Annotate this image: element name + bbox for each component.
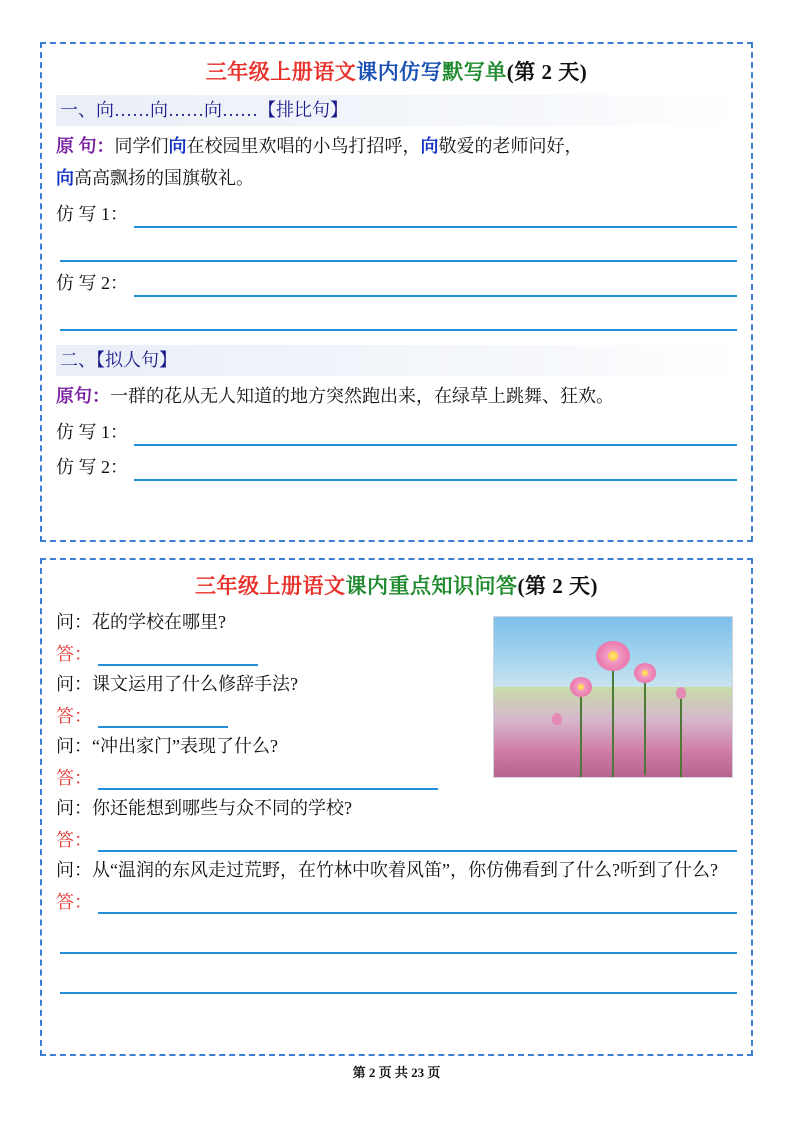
photo-bloom bbox=[570, 677, 592, 697]
photo-bloom bbox=[634, 663, 656, 683]
qa-answer-line-5c[interactable] bbox=[60, 974, 737, 994]
keyword-xiang-3: 向 bbox=[56, 167, 74, 188]
knowledge-qa-panel bbox=[40, 558, 753, 1056]
cosmos-flower-photo bbox=[493, 616, 733, 778]
answer-line-2-2[interactable] bbox=[134, 463, 737, 481]
answer-line-1-2b[interactable] bbox=[60, 311, 737, 331]
answer-label-3: 答： bbox=[56, 768, 92, 789]
section-1-original-sentence bbox=[56, 132, 737, 161]
answer-line-1-2a[interactable] bbox=[134, 279, 737, 297]
photo-stem bbox=[580, 687, 582, 777]
qa-answer-row-1 bbox=[56, 640, 488, 666]
qa-answer-row-5 bbox=[56, 888, 737, 914]
photo-stem bbox=[644, 675, 646, 775]
qa-question-3: 问：“冲出家门”表现了什么? bbox=[56, 736, 278, 757]
panel1-title-part2: 课内仿写 bbox=[356, 60, 443, 84]
panel1-title bbox=[56, 60, 737, 85]
original-label-2: 原句： bbox=[56, 386, 110, 407]
qa-answer-line-1[interactable] bbox=[98, 648, 258, 666]
answer-line-1-1a[interactable] bbox=[134, 210, 737, 228]
page-footer: 第 2 页 共 23 页 bbox=[352, 1065, 441, 1080]
photo-bud bbox=[676, 687, 686, 699]
qa-item-5 bbox=[56, 857, 737, 994]
panel2-title-part3: (第 2 天) bbox=[517, 574, 598, 598]
photo-bud bbox=[552, 713, 562, 725]
answer-label-1: 答： bbox=[56, 644, 92, 665]
qa-answer-row-3 bbox=[56, 764, 488, 790]
section-2-fill-row-2 bbox=[56, 454, 737, 481]
qa-question-5: 问：从“温润的东风走过荒野，在竹林中吹着风笛”，你仿佛看到了什么?听到了什么? bbox=[56, 860, 718, 881]
writing-practice-panel bbox=[40, 42, 753, 542]
section-1-original-sentence-line2 bbox=[56, 164, 737, 193]
qa-answer-line-3[interactable] bbox=[98, 772, 438, 790]
qa-answer-line-5a[interactable] bbox=[98, 896, 737, 914]
qa-question-4: 问：你还能想到哪些与众不同的学校? bbox=[56, 798, 352, 819]
original-text-pre: 同学们 bbox=[114, 136, 169, 157]
panel2-title-part1: 三年级上册语文 bbox=[195, 574, 346, 598]
qa-item-2 bbox=[56, 671, 488, 728]
fill-label-2-2: 仿 写 2： bbox=[56, 457, 128, 478]
section-2-header: 二、【拟人句】 bbox=[56, 345, 737, 376]
panel1-title-part4: (第 2 天) bbox=[506, 60, 588, 84]
qa-question-2: 问：课文运用了什么修辞手法? bbox=[56, 674, 298, 695]
qa-answer-line-2[interactable] bbox=[98, 710, 228, 728]
answer-label-2: 答： bbox=[56, 706, 92, 727]
panel2-title-part2: 课内重点知识问答 bbox=[345, 574, 518, 598]
answer-line-2-1[interactable] bbox=[134, 428, 737, 446]
fill-label-2-1: 仿 写 1： bbox=[56, 422, 128, 443]
section-2-original-sentence bbox=[56, 382, 737, 411]
section-1-fill-row-1 bbox=[56, 201, 737, 228]
qa-question-1: 问：花的学校在哪里? bbox=[56, 612, 226, 633]
panel2-title bbox=[56, 574, 737, 599]
section-2-fill-row-1 bbox=[56, 419, 737, 446]
original-text-2: 敬爱的老师问好， bbox=[438, 136, 583, 157]
original-label-1: 原 句： bbox=[56, 136, 115, 157]
answer-label-5: 答： bbox=[56, 892, 92, 913]
section-1-header: 一、向……向……向……【排比句】 bbox=[56, 95, 737, 126]
qa-item-1 bbox=[56, 609, 488, 666]
original-text-2-body: 一群的花从无人知道的地方突然跑出来，在绿草上跳舞、狂欢。 bbox=[110, 386, 614, 407]
fill-label-1-1: 仿 写 1： bbox=[56, 203, 128, 224]
keyword-xiang-1: 向 bbox=[168, 136, 187, 157]
photo-stem bbox=[612, 657, 614, 777]
keyword-xiang-2: 向 bbox=[420, 136, 439, 157]
answer-line-1-1b[interactable] bbox=[60, 242, 737, 262]
panel1-title-part1: 三年级上册语文 bbox=[205, 60, 357, 84]
qa-answer-row-4 bbox=[56, 826, 737, 852]
qa-item-4 bbox=[56, 795, 737, 852]
qa-answer-line-5b[interactable] bbox=[60, 934, 737, 954]
photo-stem bbox=[680, 697, 682, 777]
section-1-fill-row-2 bbox=[56, 270, 737, 297]
original-text-1: 在校园里欢唱的小鸟打招呼， bbox=[186, 136, 421, 157]
qa-answer-row-2 bbox=[56, 702, 488, 728]
panel1-title-part3: 默写单 bbox=[442, 60, 507, 84]
original-text-3: 高高飘扬的国旗敬礼。 bbox=[74, 167, 254, 188]
fill-label-1-2: 仿 写 2： bbox=[56, 272, 128, 293]
qa-item-3 bbox=[56, 733, 488, 790]
qa-answer-line-4[interactable] bbox=[98, 834, 737, 852]
photo-bloom bbox=[596, 641, 630, 671]
answer-label-4: 答： bbox=[56, 830, 92, 851]
